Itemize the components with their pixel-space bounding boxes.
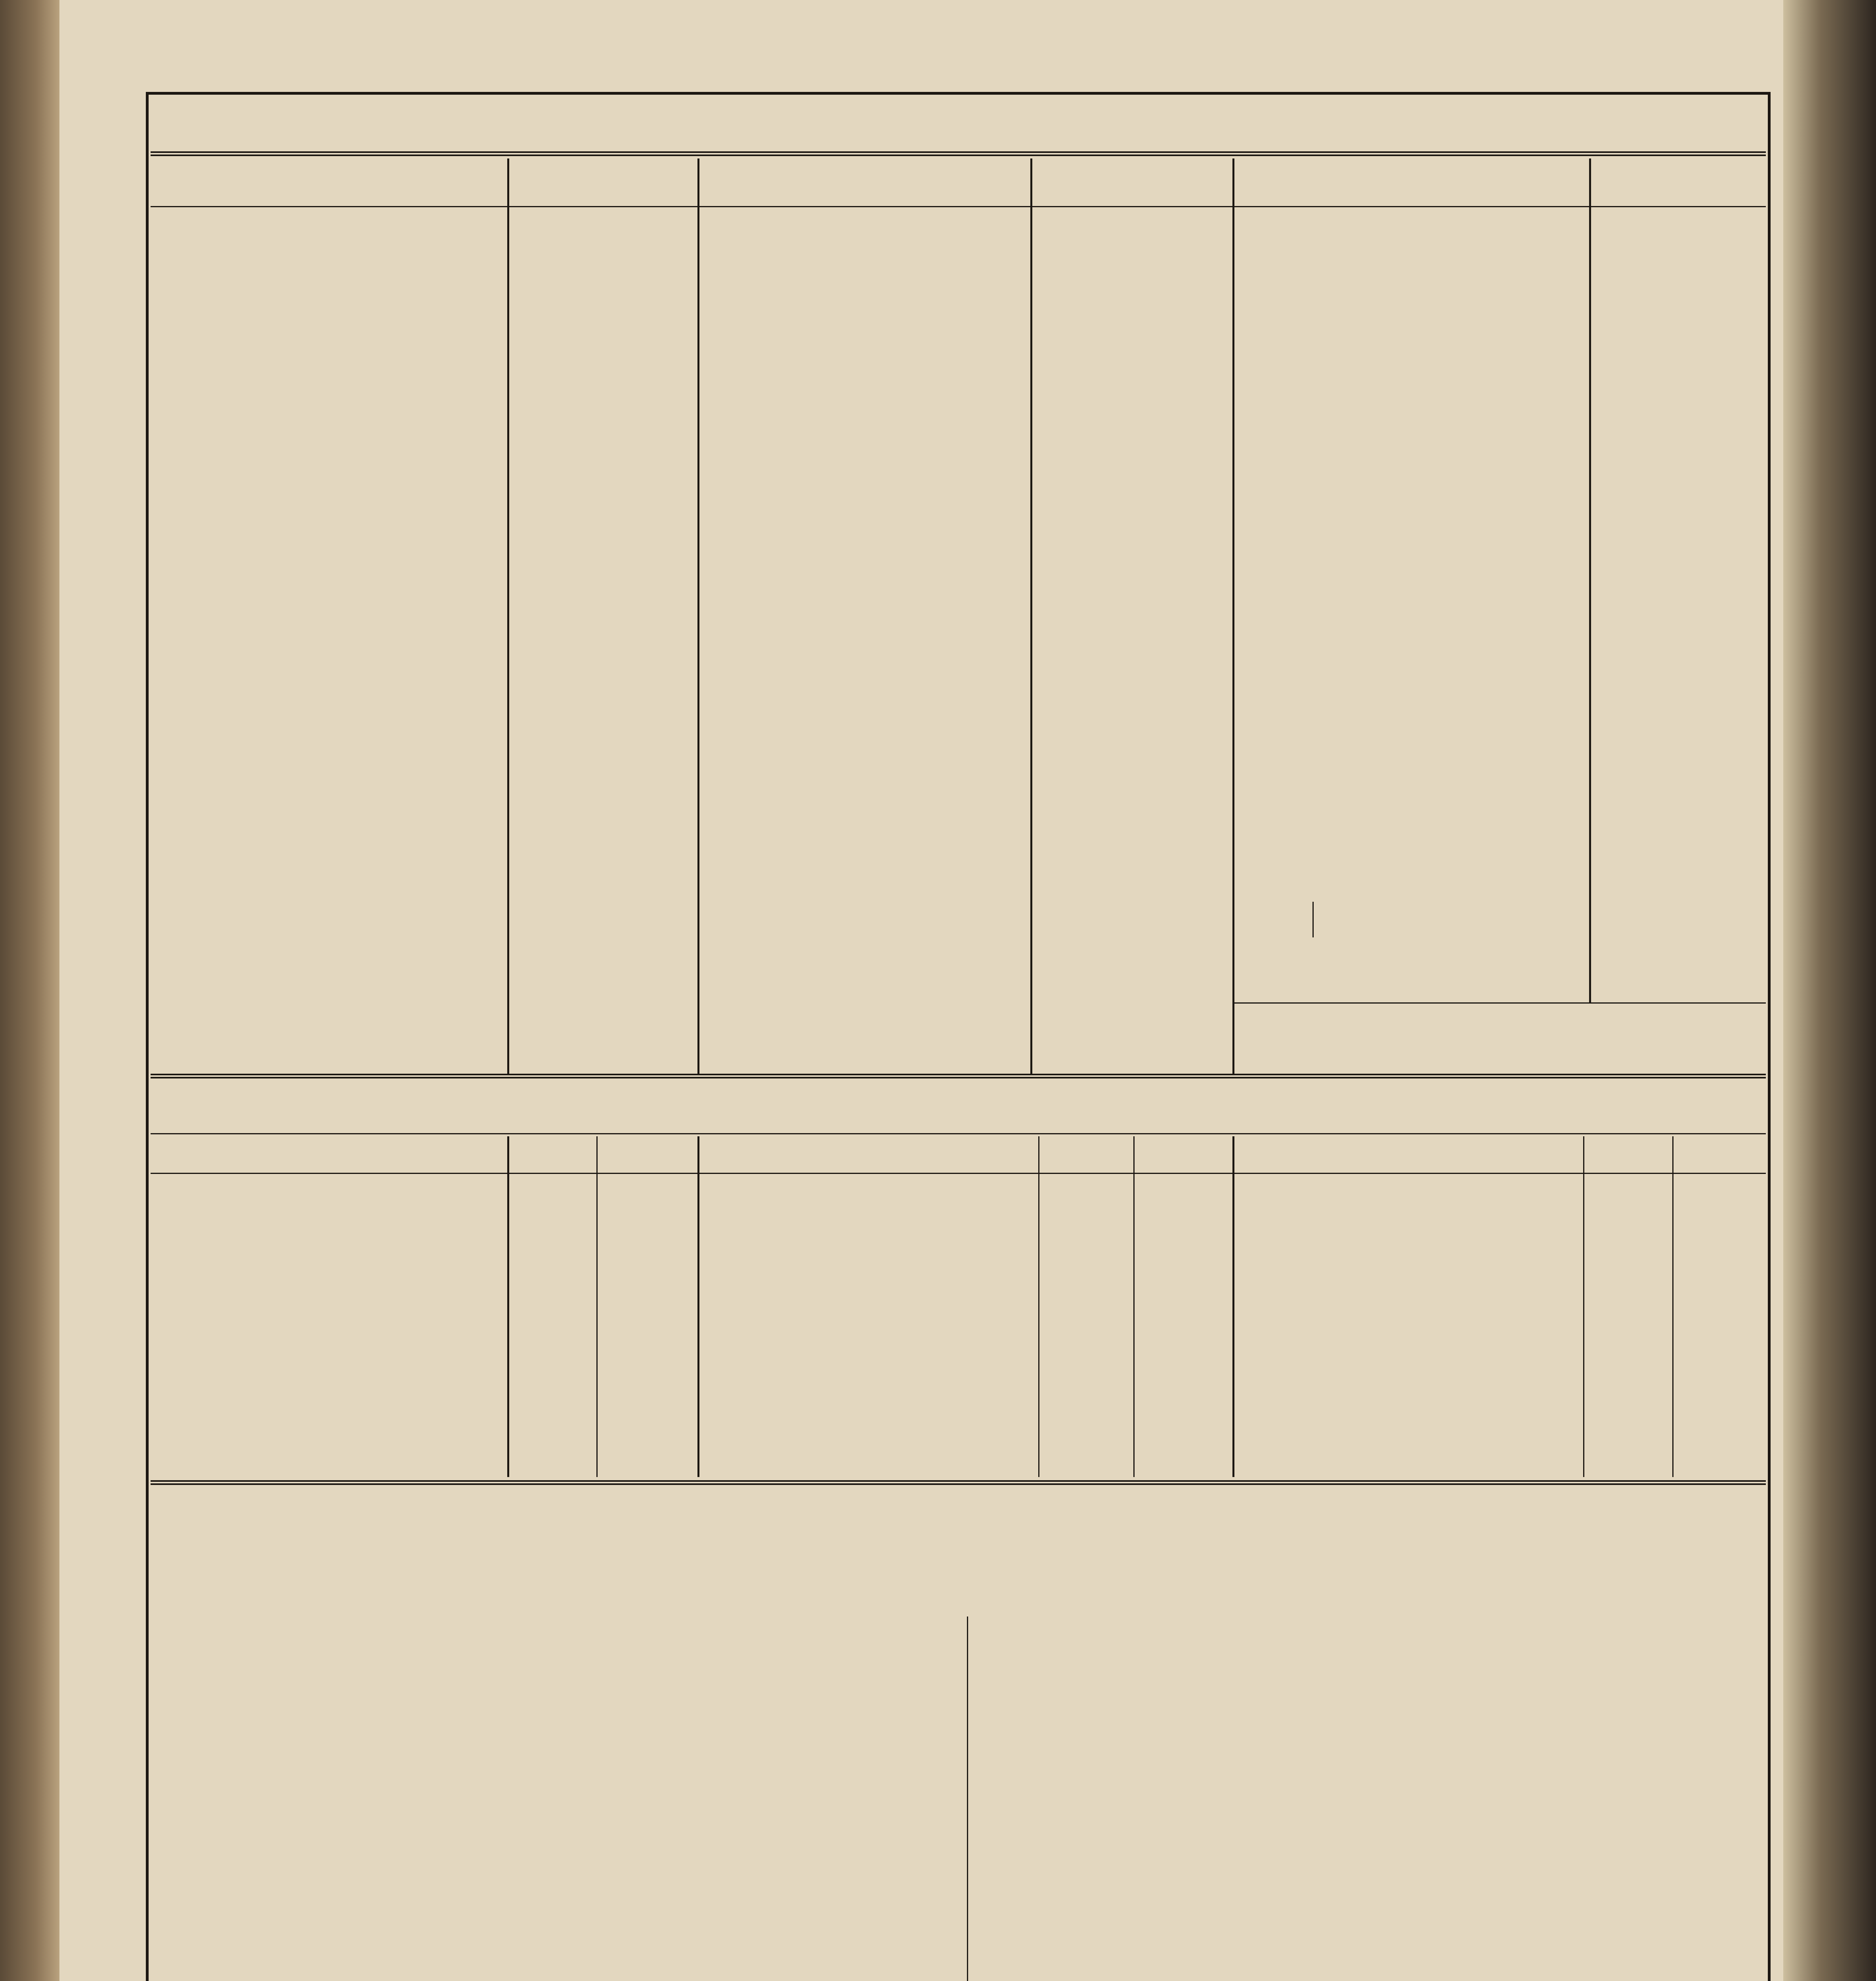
rens-header-rule xyxy=(151,1173,1766,1174)
col-divider xyxy=(1583,1136,1584,1477)
section-rule xyxy=(151,1074,1766,1078)
col-divider xyxy=(596,1136,598,1477)
page-frame xyxy=(146,92,1771,1981)
col-divider xyxy=(697,1136,699,1477)
col-divider xyxy=(697,158,699,1074)
col-divider xyxy=(1038,1136,1039,1477)
col-divider xyxy=(507,1136,509,1477)
agents-col-divider xyxy=(967,1616,968,1981)
col-divider xyxy=(1589,158,1591,1002)
rens-rule xyxy=(151,1133,1766,1134)
col-divider xyxy=(507,158,509,1074)
page-edge-shadow xyxy=(1783,0,1876,1981)
col-header-rule xyxy=(151,206,1766,207)
col-divider xyxy=(1232,1136,1234,1477)
col-divider xyxy=(1133,1136,1135,1477)
col-divider xyxy=(1232,158,1234,1074)
book-binding xyxy=(0,0,59,1981)
except-divider xyxy=(1312,902,1314,937)
header-rule xyxy=(151,151,1766,156)
page-header xyxy=(187,104,1723,148)
section-rule xyxy=(151,1480,1766,1485)
col-divider xyxy=(1672,1136,1673,1477)
syndic-rule xyxy=(1232,1002,1766,1004)
col-divider xyxy=(1030,158,1032,1074)
